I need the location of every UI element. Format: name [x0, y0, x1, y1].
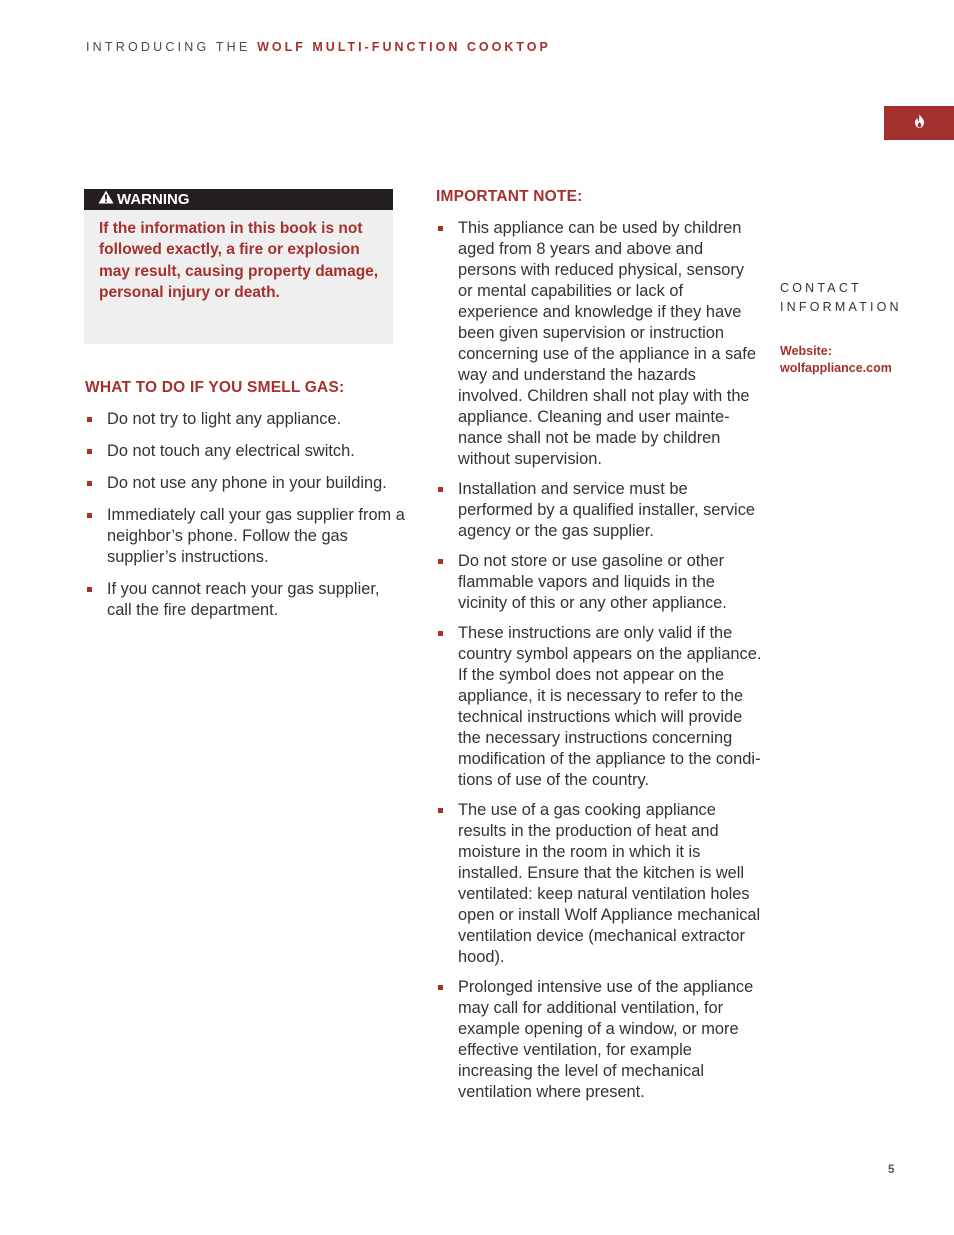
list-item: Installation and service must be performed by a qualified installer, service agency or the gas supplier. [436, 479, 762, 542]
list-item: Prolonged intensive use of the appliance may call for additional ventilation, for example opening of a window, or more effective ventilation, for example increasing the level of mechanical ventilation where present. [436, 977, 762, 1103]
list-item: The use of a gas cooking appliance results in the production of heat and moisture in the room in which it is installed. Ensure that the kitchen is well ventilated: keep natural ventilation holes open or install Wolf Appliance mechanical ventilation device (mechanical extractor hood). [436, 800, 762, 968]
list-item: These instructions are only valid if the country symbol appears on the appliance. If the symbol does not appear on the appliance, it is necessary to refer to the technical instructions which will provide the necessary instructions concerning modification of the appliance to the conditions of use of the country. [436, 623, 762, 791]
list-item: Do not store or use gasoline or other flammable vapors and liquids in the vicinity of this or any other appliance. [436, 551, 762, 614]
warning-triangle-icon [98, 189, 117, 210]
contact-information-label: CONTACT INFORMATION [780, 281, 902, 314]
warning-text: If the information in this book is not followed exactly, a fire or explosion may result, causing property damage, personal injury or death. [99, 220, 379, 301]
important-note-list [436, 218, 762, 1112]
page-header [86, 40, 551, 54]
header-brand: WOLF MULTI-FUNCTION COOKTOP [257, 40, 551, 54]
warning-label: WARNING [117, 191, 190, 208]
list-item: This appliance can be used by children aged from 8 years and above and persons with reduced physical, sensory or mental capabilities or lack of experience and knowledge if they have been given supervision or instruction concerning use of the appliance in a safe way and understand the hazards involved. Children shall not play with the appliance. Cleaning and user maintenance shall not be made by children without supervision. [436, 218, 762, 470]
list-item: Do not try to light any appliance. [85, 409, 405, 430]
header-prefix: INTRODUCING THE [86, 40, 251, 54]
contact-website [780, 343, 892, 377]
list-item: Do not touch any electrical switch. [85, 441, 405, 462]
important-note-heading: IMPORTANT NOTE: [436, 188, 583, 205]
warning-bar [84, 189, 393, 210]
website-label: Website: [780, 344, 832, 358]
smell-gas-heading: WHAT TO DO IF YOU SMELL GAS: [85, 379, 345, 396]
warning-box [84, 189, 393, 344]
smell-gas-list [85, 409, 405, 632]
flame-icon [914, 114, 925, 133]
list-item: Do not use any phone in your building. [85, 473, 405, 494]
list-item: Immediately call your gas supplier from a neighbor’s phone. Follow the gas supplier’s instructions. [85, 505, 405, 568]
section-tab [884, 106, 954, 140]
website-link[interactable]: wolfappliance.com [780, 361, 892, 375]
list-item: If you cannot reach your gas supplier, call the fire department. [85, 579, 405, 621]
page-number: 5 [888, 1164, 895, 1176]
